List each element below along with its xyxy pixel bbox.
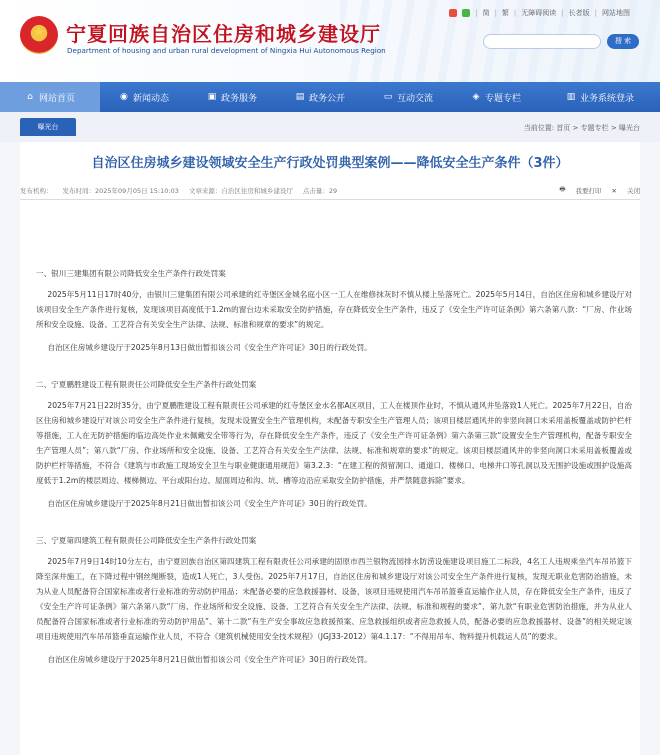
case-paragraph: 2025年5月11日17时40分，由银川三建集团有限公司承建的红寺堡区金城名庭小区一工人在维修抹灰时不慎从楼上坠落死亡。2025年5月14日，自治区住房和城乡建设厅对该项目安全生产条件进行复核，发现该项目高度低于1.2m的窗台边未采取安全防护措施，存在降低安全生产条件，违反了《安全生产许可证条例》第六条第八款：“厂房、作业场所和安全设施、设备、工艺符合有关安全生产法律、法规、标准和规章的要求”的规定。 [36, 290, 632, 329]
open-icon: ▤ [295, 92, 305, 102]
news-icon: ◉ [120, 92, 128, 102]
weibo-icon[interactable] [449, 9, 457, 17]
print-button[interactable]: 我要打印 [575, 187, 602, 195]
meta-views: 点击量：29 [302, 187, 338, 195]
service-icon: ▣ [207, 92, 217, 102]
link-elderly[interactable]: 长者版 [568, 9, 590, 17]
nav-open[interactable] [276, 82, 364, 112]
top-links: | 简 | 繁 | 无障碍阅读 | 长者版 | 网站地图 [449, 8, 630, 18]
breadcrumb [524, 123, 640, 133]
link-accessibility[interactable]: 无障碍阅读 [521, 9, 557, 17]
article-tools [559, 185, 640, 196]
print-icon[interactable]: 🖶 [559, 185, 566, 193]
topic-icon: ◈ [472, 92, 480, 102]
case-paragraph: 自治区住房城乡建设厅于2025年8月21日做出暂扣该公司《安全生产许可证》30日的行政处罚。 [47, 499, 372, 508]
nav-service[interactable] [188, 82, 276, 112]
link-traditional[interactable]: 繁 [501, 9, 509, 17]
section-badge[interactable]: 曝光台 [20, 118, 76, 136]
site-title[interactable]: 宁夏回族自治区住房和城乡建设厅 [66, 22, 381, 46]
breadcrumb-prefix: 当前位置: [523, 124, 555, 132]
main-nav [0, 82, 660, 112]
meta-publisher: 发布机构： [20, 187, 53, 195]
case-paragraph: 2025年7月9日14时10分左右，由宁夏回族自治区第四建筑工程有限责任公司承建的固原市西兰银物流园排水防涝设施建设项目施工二标段，4名工人违规乘坐汽车吊吊篮下降至深井施工，在下降过程中钢丝绳断裂，造成1人死亡，3人受伤。2025年7月17日，自治区住房和城乡建设厅对该公司安全生产条件进行复核，发现无职业危害防治措施，未为从业人员配备符合国家标准或者行业标准的劳动防护用品；未配备必要的应急救援器材、设备，该项目违规使用汽车吊吊篮垂直运输作业人员，存在降低安全生产条件，违反了《安全生产许可证条例》第六条第八款“厂房、作业场所和安全设施、设备、工艺符合有关安全生产法律、法规、标准和规程的要求”、第九款“有职业危害防治措施，并为从业人员配备符合国家标准或者行业标准的劳动防护用品”、第十二款“有生产安全事故应急救援预案、应急救援组织或者应急救援人员，配备必要的应急救援器材、设备”的相关规定该项目违规使用汽车吊吊篮垂直运输作业人员，不符合《建筑机械使用安全技术规程》（JGJ33-2012）第4.1.17：“不得用吊车、物料提升机载运人员”的要求。 [36, 557, 632, 641]
national-emblem-icon [20, 16, 58, 54]
site-header [0, 0, 660, 82]
nav-topic[interactable] [452, 82, 540, 112]
breadcrumb-sep: > [610, 124, 617, 132]
nav-label: 政务服务 [220, 93, 257, 104]
breadcrumb-home[interactable]: 首页 [556, 124, 571, 132]
login-icon: ▥ [566, 92, 576, 102]
nav-home[interactable] [0, 82, 100, 112]
case-paragraph: 2025年7月21日22时35分，由宁夏鹏胜建设工程有限责任公司承建的红寺堡区金水名都A区项目，工人在楼顶作业时，不慎从通风井坠落致1人死亡。2025年7月22日，自治区住房和城乡建设厅对该公司安全生产条件进行复核，发现未设置安全生产管理机构，未配备专职安全生产管理人员；该项目楼层通风井的非竖向洞口未采用盖板覆盖或防护栏杆等措施，工人在无防护措施的临边高处作业未佩戴安全带等行为，存在降低安全生产条件，违反了《安全生产许可证条例》第六条第三款“设置安全生产管理机构，配备专职安全生产管理人员”；第八款“厂房、作业场所和安全设施、设备、工艺符合有关安全生产法律、法规、标准和规章的要求”的规定。该项目楼层通风井的非竖向洞口未采用盖板覆盖或防护栏杆等措施，不符合《建筑与市政施工现场安全卫生与职业健康通用规范》第3.2.3：“在建工程的预留洞口、通道口、楼梯口、电梯井口等孔洞以及无围护设施或围护设施高度低于1.2m的楼层周边、楼梯侧边、平台或阳台边、屋面周边和沟、坑、槽等边沿应采取安全防护措施，并严禁随意拆除”要求。 [36, 401, 632, 485]
search-input[interactable] [483, 34, 601, 49]
search-button[interactable]: 搜 索 [607, 34, 639, 49]
case-heading: 一、银川三建集团有限公司降低安全生产条件行政处罚案 [36, 269, 226, 278]
meta-source: 文章来源：自治区住房和城乡建设厅 [188, 187, 293, 195]
nav-news[interactable] [100, 82, 188, 112]
nav-label: 政务公开 [308, 93, 345, 104]
link-sitemap[interactable]: 网站地图 [602, 9, 630, 17]
meta-date: 发布时间：2025年09月05日 15:10:03 [62, 187, 179, 195]
wechat-icon[interactable] [462, 9, 470, 17]
chat-icon: ▭ [383, 92, 393, 102]
divider [20, 199, 640, 200]
case-paragraph: 自治区住房城乡建设厅于2025年8月13日做出暂扣该公司《安全生产许可证》30日的行政处罚。 [47, 343, 372, 352]
close-button[interactable]: 关闭 [627, 187, 640, 195]
article-meta [20, 186, 337, 195]
nav-label: 网站首页 [38, 93, 75, 104]
article-panel [20, 142, 640, 755]
nav-label: 新闻动态 [132, 93, 169, 104]
case-paragraph: 自治区住房城乡建设厅于2025年8月21日做出暂扣该公司《安全生产许可证》30日的行政处罚。 [47, 655, 372, 664]
case-heading: 二、宁夏鹏胜建设工程有限责任公司降低安全生产条件行政处罚案 [36, 380, 257, 389]
link-simplified[interactable]: 简 [482, 9, 490, 17]
article-title: 自治区住房城乡建设领域安全生产行政处罚典型案例——降低安全生产条件（3件） [91, 156, 569, 171]
nav-login[interactable] [540, 82, 660, 112]
nav-label: 业务系统登录 [579, 93, 634, 104]
nav-interact[interactable] [364, 82, 452, 112]
site-title-en: Department of housing and urban rural development of Ningxia Hui Autonomous Region [67, 46, 386, 55]
article-body [36, 266, 632, 675]
case-heading: 三、宁夏第四建筑工程有限责任公司降低安全生产条件行政处罚案 [36, 536, 257, 545]
nav-label: 互动交流 [396, 93, 433, 104]
breadcrumb-current[interactable]: 曝光台 [619, 124, 640, 132]
breadcrumb-topic[interactable]: 专题专栏 [580, 124, 609, 132]
home-icon: ⌂ [27, 92, 33, 102]
breadcrumb-sep: > [572, 124, 579, 132]
nav-label: 专题专栏 [484, 93, 521, 104]
close-icon[interactable]: ✕ [611, 186, 617, 195]
